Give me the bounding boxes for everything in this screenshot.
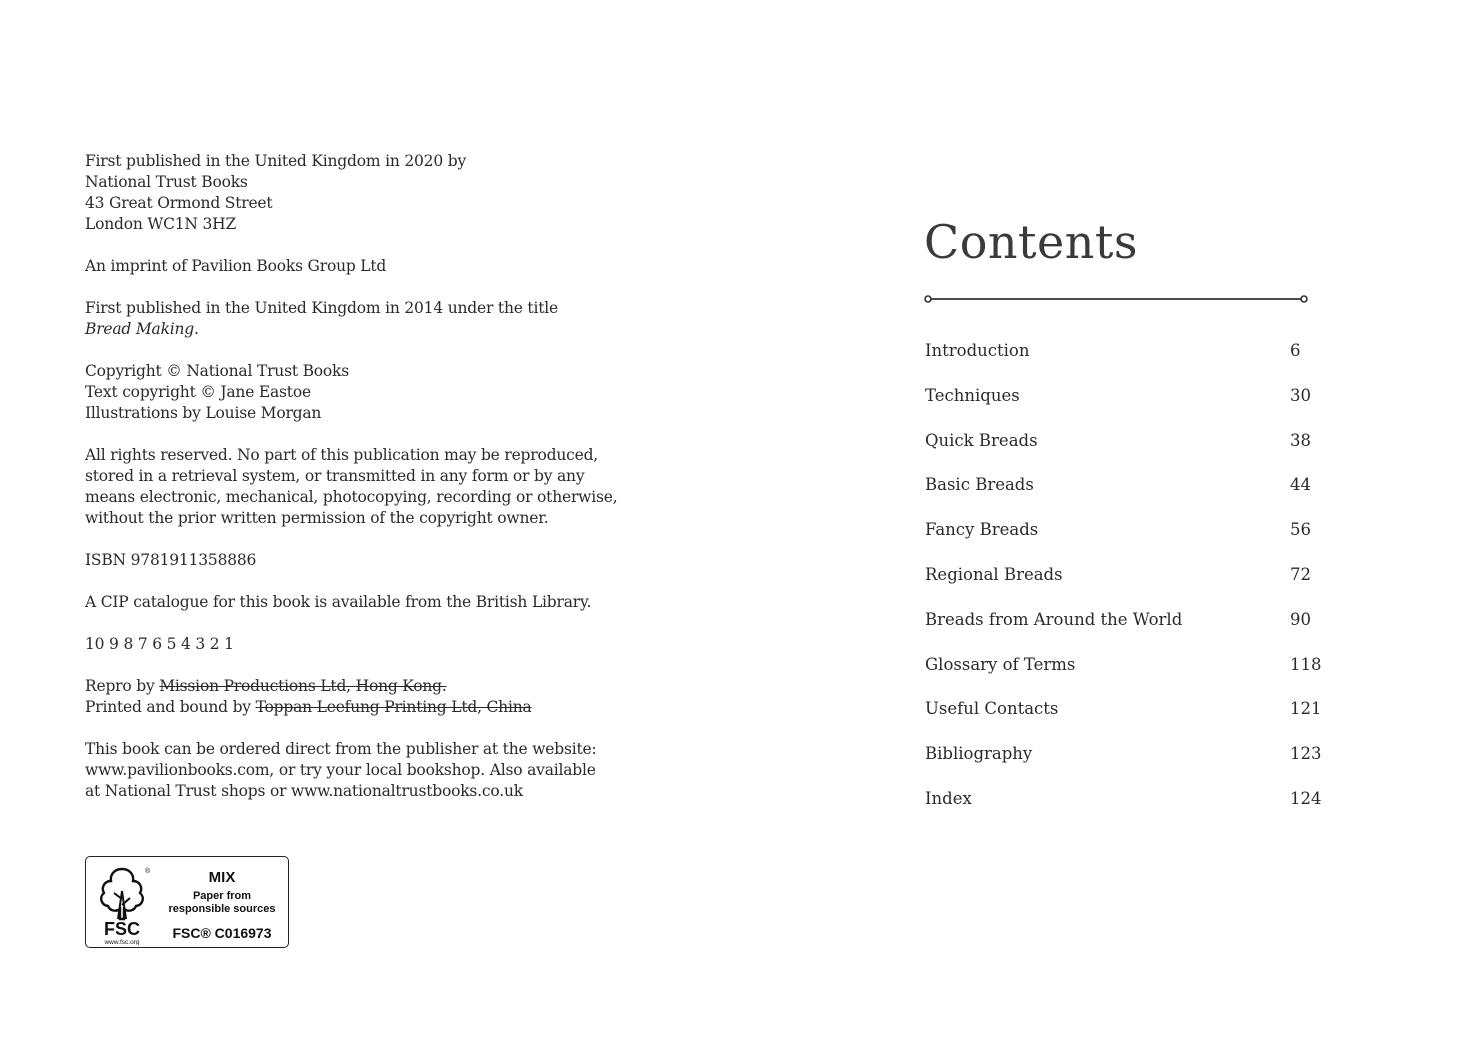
entry-title: Introduction xyxy=(925,341,1030,360)
svg-text:®: ® xyxy=(145,868,151,875)
entry-title: Fancy Breads xyxy=(925,520,1039,540)
copyright-line: Illustrations by Louise Morgan xyxy=(85,404,322,422)
entry-title: Regional Breads xyxy=(925,564,1063,584)
contents-entry[interactable] xyxy=(925,429,1325,474)
title-rule xyxy=(924,292,1308,306)
rights-line: All rights reserved. No part of this publication may be reproduced, xyxy=(85,446,599,464)
first-edition-text: First published in the United Kingdom in 2014 under the title xyxy=(85,299,558,317)
entry-page: 121 xyxy=(1290,699,1322,719)
repro-prefix: Repro by xyxy=(85,677,160,695)
entry-title: Glossary of Terms xyxy=(925,654,1076,674)
publisher-line: National Trust Books xyxy=(85,173,248,191)
publisher-line: London WC1N 3HZ xyxy=(85,215,237,233)
fsc-paper-line: responsible sources xyxy=(168,903,276,915)
copyright-line: Copyright © National Trust Books xyxy=(85,362,349,380)
entry-title: Breads from Around the World xyxy=(925,609,1183,629)
fsc-url: www.fsc.org xyxy=(104,939,140,945)
publisher-line: First published in the United Kingdom in 2020 by xyxy=(85,152,467,170)
ordering-info xyxy=(85,739,605,802)
printed-prefix: Printed and bound by xyxy=(85,698,256,716)
entry-page: 124 xyxy=(1290,788,1322,808)
order-line: www.pavilionbooks.com, or try your local bookshop. Also available xyxy=(85,761,596,779)
entry-page: 38 xyxy=(1290,430,1311,450)
copyright-block xyxy=(85,361,605,424)
entry-title: Basic Breads xyxy=(925,475,1034,495)
fsc-code: FSC® C016973 xyxy=(172,925,272,941)
printer-company: Toppan Leefung Printing Ltd, China xyxy=(255,698,532,716)
original-title: Bread Making xyxy=(85,320,195,338)
entry-page: 90 xyxy=(1290,609,1311,629)
copyright-line: Text copyright © Jane Eastoe xyxy=(85,383,311,401)
entry-page: 56 xyxy=(1290,520,1311,540)
cip-text: A CIP catalogue for this book is available from the British Library. xyxy=(85,593,592,611)
fsc-brand: FSC xyxy=(104,919,140,939)
entry-page: 6 xyxy=(1290,341,1301,360)
imprint-line xyxy=(85,256,605,277)
fsc-paper-line: Paper from xyxy=(192,890,252,902)
production-credits xyxy=(85,676,605,718)
contents-title: Contents xyxy=(924,215,1138,269)
publisher-line: 43 Great Ormond Street xyxy=(85,194,273,212)
contents-list xyxy=(925,339,1325,832)
imprint-text: An imprint of Pavilion Books Group Ltd xyxy=(85,257,387,275)
order-line: This book can be ordered direct from the publisher at the website: xyxy=(85,740,597,758)
first-edition-note: First published in the United Kingdom in 2014 under the title Bread Making. xyxy=(85,298,605,340)
fsc-logo xyxy=(85,856,289,948)
entry-page: 118 xyxy=(1290,654,1322,674)
rights-notice xyxy=(85,445,618,529)
contents-entry[interactable] xyxy=(925,518,1325,563)
contents-entry[interactable] xyxy=(925,653,1325,698)
entry-page: 30 xyxy=(1290,385,1311,405)
entry-page: 44 xyxy=(1290,475,1311,495)
order-line: at National Trust shops or www.nationaltrustbooks.co.uk xyxy=(85,782,523,800)
entry-title: Useful Contacts xyxy=(925,699,1059,719)
contents-entry[interactable] xyxy=(925,384,1325,429)
contents-entry[interactable] xyxy=(925,563,1325,608)
fsc-label xyxy=(158,869,286,941)
fsc-mix: MIX xyxy=(208,869,236,886)
contents-entry[interactable] xyxy=(925,473,1325,518)
contents-entry[interactable] xyxy=(925,787,1325,832)
imprint-page xyxy=(85,151,618,823)
entry-page: 123 xyxy=(1290,744,1322,764)
contents-entry[interactable] xyxy=(925,339,1325,384)
entry-title: Techniques xyxy=(925,385,1020,405)
contents-entry[interactable] xyxy=(925,742,1325,787)
rights-line: without the prior written permission of the copyright owner. xyxy=(85,509,549,527)
entry-title: Quick Breads xyxy=(925,430,1038,450)
isbn xyxy=(85,550,605,571)
print-line xyxy=(85,634,605,655)
publisher-address xyxy=(85,151,605,235)
contents-entry[interactable] xyxy=(925,697,1325,742)
cip-note xyxy=(85,592,605,613)
print-line-text: 10 9 8 7 6 5 4 3 2 1 xyxy=(85,635,234,653)
contents-entry[interactable] xyxy=(925,608,1325,653)
fsc-tree-icon xyxy=(92,861,152,945)
isbn-text: ISBN 9781911358886 xyxy=(85,551,257,569)
entry-title: Bibliography xyxy=(925,744,1033,764)
entry-page: 72 xyxy=(1290,564,1311,584)
rights-line: means electronic, mechanical, photocopying, recording or otherwise, xyxy=(85,488,618,506)
rights-line: stored in a retrieval system, or transmitted in any form or by any xyxy=(85,467,585,485)
entry-title: Index xyxy=(925,788,972,808)
repro-company: Mission Productions Ltd, Hong Kong. xyxy=(159,677,447,695)
